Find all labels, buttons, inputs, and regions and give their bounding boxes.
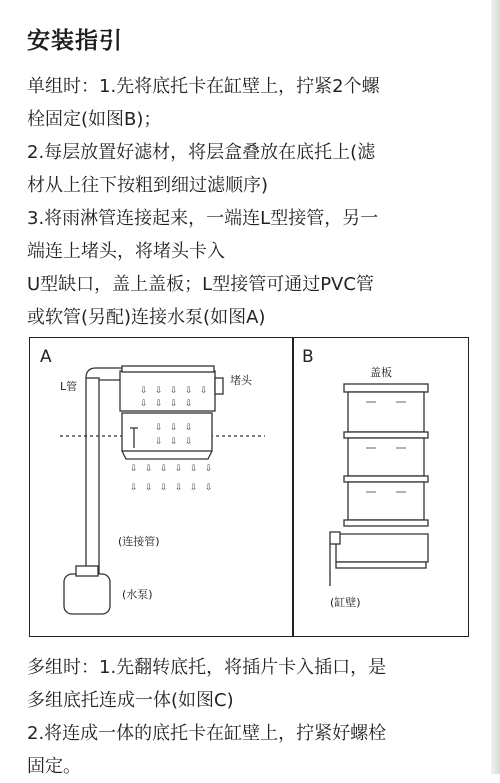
svg-text:⇩: ⇩ (155, 399, 163, 409)
panel-a-letter: A (40, 347, 52, 367)
svg-text:⇩: ⇩ (130, 464, 138, 474)
svg-text:⇩: ⇩ (190, 464, 198, 474)
page-edge-shadow (491, 0, 500, 774)
panel-b-drawing (330, 384, 428, 586)
svg-text:⇩: ⇩ (170, 386, 178, 396)
text-line: 材从上往下按粗到细过滤顺序) (27, 175, 269, 196)
svg-text:⇩: ⇩ (145, 483, 153, 493)
pump-label: (水泵) (122, 588, 153, 601)
multi-group-instructions (27, 651, 477, 783)
svg-text:⇩: ⇩ (175, 464, 183, 474)
diagram-drawing (30, 338, 467, 635)
svg-text:⇩: ⇩ (130, 483, 138, 493)
svg-text:⇩: ⇩ (190, 483, 198, 493)
svg-text:⇩: ⇩ (160, 464, 168, 474)
cover-label: 盖板 (370, 366, 392, 379)
svg-text:⇩: ⇩ (145, 464, 153, 474)
svg-text:⇩: ⇩ (155, 437, 163, 447)
svg-text:⇩: ⇩ (160, 483, 168, 493)
text-line: 2.将连成一体的底托卡在缸壁上，拧紧好螺栓 (27, 723, 387, 744)
text-line: 固定。 (27, 756, 81, 777)
svg-text:⇩: ⇩ (185, 423, 193, 433)
page-title: 安装指引 (27, 28, 123, 54)
text-line: 端连上堵头，将堵头卡入 (27, 241, 225, 262)
svg-text:⇩: ⇩ (155, 386, 163, 396)
text-line: U型缺口，盖上盖板；L型接管可通过PVC管 (27, 274, 374, 295)
panel-b-letter: B (302, 347, 314, 367)
svg-text:⇩: ⇩ (155, 423, 163, 433)
svg-text:⇩: ⇩ (205, 464, 213, 474)
tank-wall-label: (缸壁) (330, 596, 361, 609)
plug-label: 堵头 (230, 374, 252, 387)
svg-text:⇩: ⇩ (205, 483, 213, 493)
svg-text:⇩: ⇩ (170, 399, 178, 409)
text-line: 3.将雨淋管连接起来，一端连L型接管，另一 (27, 208, 379, 229)
svg-text:⇩: ⇩ (170, 437, 178, 447)
svg-text:⇩: ⇩ (175, 483, 183, 493)
svg-text:⇩: ⇩ (170, 423, 178, 433)
text-line: 2.每层放置好滤材，将层盒叠放在底托上(滤 (27, 142, 376, 163)
text-line: 多组底托连成一体(如图C) (27, 690, 234, 711)
svg-text:⇩: ⇩ (185, 386, 193, 396)
text-line: 栓固定(如图B)； (27, 109, 162, 130)
svg-text:⇩: ⇩ (185, 437, 193, 447)
svg-text:⇩: ⇩ (200, 386, 208, 396)
svg-text:⇩: ⇩ (185, 399, 193, 409)
text-line: 单组时：1.先将底托卡在缸壁上，拧紧2个螺 (27, 76, 380, 97)
connector-label: (连接管) (118, 535, 160, 548)
svg-text:⇩: ⇩ (140, 386, 148, 396)
single-group-instructions (27, 70, 477, 334)
l-pipe-label: L管 (60, 380, 78, 393)
text-line: 或软管(另配)连接水泵(如图A) (27, 307, 266, 328)
text-line: 多组时：1.先翻转底托，将插片卡入插口，是 (27, 657, 387, 678)
installation-diagram (29, 337, 469, 637)
svg-text:⇩: ⇩ (140, 399, 148, 409)
